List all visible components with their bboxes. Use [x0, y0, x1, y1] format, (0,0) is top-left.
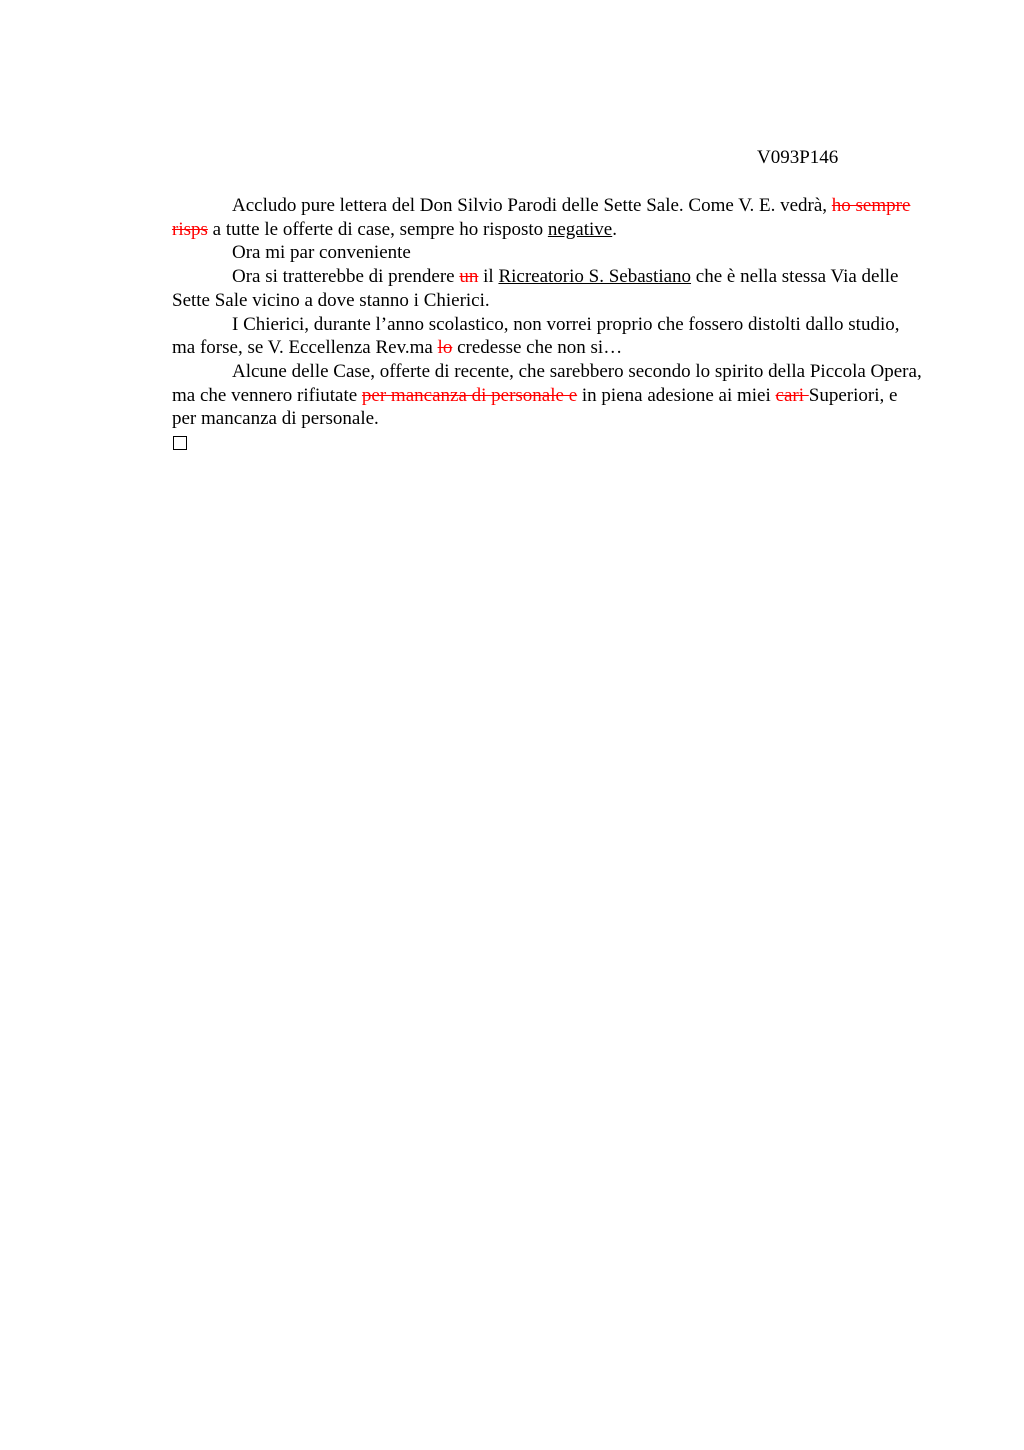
deleted-text: ho sempre risps: [172, 195, 911, 240]
document-body: [172, 194, 924, 457]
deleted-text: cari: [775, 384, 809, 406]
text-segment: il: [478, 266, 499, 288]
text-segment: che è nella stessa Via delle Sette Sale vicino a dove stanno i Chierici.: [172, 266, 899, 311]
text-segment: in piena adesione ai miei: [577, 384, 776, 406]
text-segment: Ora si tratterebbe di prendere: [232, 266, 460, 288]
paragraph-2: [172, 241, 924, 265]
paragraph-3: [172, 265, 924, 312]
page-code: V093P146: [757, 147, 839, 168]
text-segment: Accludo pure lettera del Don Silvio Parodi delle Sette Sale. Come V. E. vedrà,: [232, 195, 832, 216]
paragraph-5: [172, 360, 924, 431]
paragraph-1: [172, 194, 924, 241]
text-segment: Ora mi par conveniente: [232, 242, 411, 264]
text-segment: I Chierici, durante l’anno scolastico, non vorrei proprio che fossero distolti dallo studio, ma forse, se V. Eccellenza Rev.ma: [172, 313, 900, 359]
paragraph-4: [172, 313, 924, 360]
text-segment: Alcune delle Case, offerte di recente, che sarebbero secondo lo spirito della Piccola Opera, ma che vennero rifiutate: [172, 360, 922, 406]
deleted-text: per mancanza di personale e: [361, 384, 578, 406]
end-marker: [172, 431, 924, 457]
text-segment: a tutte le offerte di case, sempre ho risposto: [207, 218, 548, 240]
underlined-text: negative: [547, 218, 613, 240]
deleted-text: un: [459, 266, 479, 288]
underlined-text: Ricreatorio S. Sebastiano: [498, 266, 692, 288]
deleted-text: lo: [437, 337, 453, 359]
text-segment: Superiori, e per mancanza di personale.: [172, 384, 898, 430]
text-segment: credesse che non si…: [452, 337, 623, 359]
square-outline-icon: [173, 436, 187, 450]
text-segment: .: [612, 218, 617, 240]
